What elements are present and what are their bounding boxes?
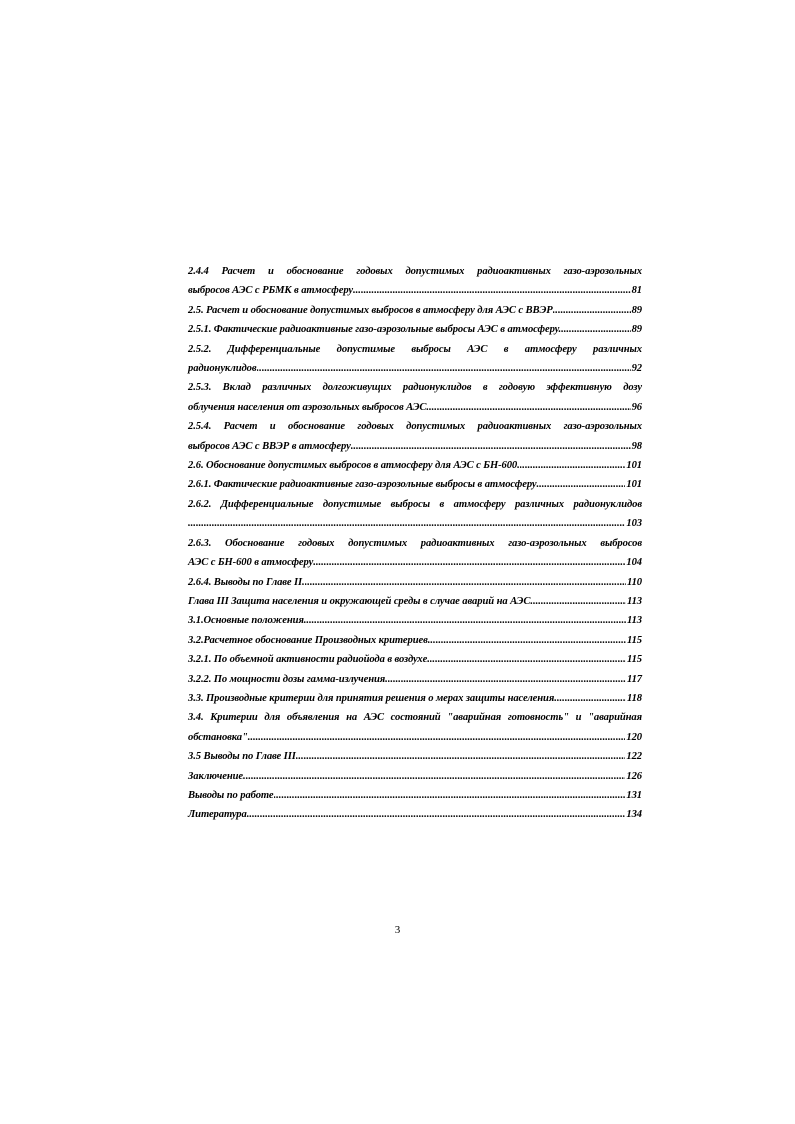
toc-entry-title-line: 2.5.4. Расчет и обоснование годовых допустимых радиоактивных газо-аэрозольных: [188, 421, 642, 433]
dot-leader: [353, 281, 631, 300]
toc-entry[interactable]: [188, 456, 642, 475]
toc-entry[interactable]: [188, 689, 642, 708]
dot-leader: [306, 611, 626, 630]
toc-entry-title: облучения населения от аэрозольных выбросов АЭС: [188, 401, 427, 413]
dot-leader: [188, 514, 625, 533]
toc-entry-page: 131: [626, 789, 642, 801]
toc-entry-title: обстановка".: [188, 731, 251, 743]
toc-entry-line: [188, 514, 642, 533]
toc-entry-title: выбросов АЭС с ВВЭР в атмосферу: [188, 440, 351, 452]
toc-entry-line: [188, 475, 642, 494]
toc-entry-title: 3.2.1. По объемной активности радиойода в воздухе.: [188, 654, 430, 666]
toc-entry-page: 134: [626, 809, 642, 821]
toc-entry-page: 118: [626, 692, 642, 704]
dot-leader: [247, 805, 626, 824]
toc-entry-page: 120: [626, 731, 642, 743]
toc-entry[interactable]: [188, 320, 642, 339]
toc-entry[interactable]: [188, 340, 642, 379]
toc-entry-line: [188, 359, 642, 378]
toc-entry-title: Заключение: [188, 770, 244, 782]
dot-leader: [536, 475, 625, 494]
toc-entry-page: 92: [631, 363, 642, 375]
toc-entry-page: 122: [626, 751, 642, 763]
toc-entry[interactable]: [188, 611, 642, 630]
dot-leader: [561, 320, 630, 339]
toc-entry[interactable]: [188, 805, 642, 824]
toc-entry-page: 98: [631, 440, 642, 452]
toc-entry[interactable]: [188, 417, 642, 456]
dot-leader: [243, 767, 625, 786]
toc-entry-page: 89: [631, 304, 642, 316]
toc-entry-line: [188, 631, 642, 650]
toc-entry-title-line: 2.5.3. Вклад различных долгоживущих радионуклидов в годовую эффективную дозу: [188, 382, 642, 394]
toc-entry-title: радионуклидов: [188, 363, 257, 375]
dot-leader: [274, 786, 626, 805]
toc-entry-page: 126: [626, 770, 642, 782]
toc-entry-page: 110: [626, 576, 642, 588]
toc-entry-page: 115: [626, 634, 642, 646]
toc-entry-line: [188, 767, 642, 786]
toc-entry-title: Выводы по работе: [188, 789, 274, 801]
toc-entry-page: 113: [626, 595, 642, 607]
toc-entry-page: 101: [626, 460, 642, 472]
toc-entry-title: выбросов АЭС с РБМК в атмосферу: [188, 285, 353, 297]
toc-entry-title: 3.3. Производные критерии для принятия решения о мерах защиты населения: [188, 692, 555, 704]
toc-entry-page: 101: [626, 479, 642, 491]
toc-entry-line: [188, 786, 642, 805]
toc-entry-title: 3.2.2. По мощности дозы гамма-излучения.: [188, 673, 388, 685]
toc-entry-page: 113: [626, 615, 642, 627]
dot-leader: [250, 728, 625, 747]
dot-leader: [313, 553, 625, 572]
toc-entry-page: 115: [626, 654, 642, 666]
toc-entry-title: 3.1.Основные положения.: [188, 615, 307, 627]
toc-entry[interactable]: [188, 650, 642, 669]
toc-entry[interactable]: [188, 670, 642, 689]
dot-leader: [296, 747, 626, 766]
toc-entry[interactable]: [188, 378, 642, 417]
dot-leader: [426, 398, 630, 417]
dot-leader: [257, 359, 631, 378]
toc-entry-title: Глава III Защита населения и окружающей среды в случае аварий на АЭС: [188, 595, 531, 607]
dot-leader: [430, 650, 626, 669]
dot-leader: [388, 670, 626, 689]
toc-entry-title-line: 3.4. Критерии для объявления на АЭС состояний "аварийная готовность" и "аварийная: [188, 712, 642, 724]
toc-entry-line: [188, 805, 642, 824]
dot-leader: [305, 573, 626, 592]
table-of-contents: [188, 262, 642, 825]
toc-entry-title-line: 2.6.3. Обоснование годовых допустимых радиоактивных газо-аэрозольных выбросов: [188, 537, 642, 549]
toc-entry-line: [188, 573, 642, 592]
page-number: 3: [394, 924, 401, 936]
dot-leader: [428, 631, 626, 650]
toc-entry-page: 117: [626, 673, 642, 685]
toc-entry-line: [188, 689, 642, 708]
toc-entry-page: 81: [631, 285, 642, 297]
toc-entry-page: 89: [631, 324, 642, 336]
toc-entry-title: АЭС с БН-600 в атмосферу: [188, 557, 314, 569]
toc-entry-line: [188, 747, 642, 766]
toc-entry-line: [188, 611, 642, 630]
dot-leader: [351, 437, 631, 456]
toc-entry[interactable]: [188, 301, 642, 320]
toc-entry[interactable]: [188, 534, 642, 573]
toc-entry-line: [188, 670, 642, 689]
toc-entry[interactable]: [188, 475, 642, 494]
toc-entry-title: 3.2.Расчетное обоснование Производных критериев: [188, 634, 428, 646]
toc-entry-line: [188, 728, 642, 747]
toc-entry[interactable]: [188, 786, 642, 805]
toc-entry-line: [188, 553, 642, 572]
toc-entry[interactable]: [188, 767, 642, 786]
toc-entry-title: 2.5.1. Фактические радиоактивные газо-аэрозольные выбросы АЭС в атмосферу.: [188, 324, 562, 336]
toc-entry-line: [188, 398, 642, 417]
toc-entry[interactable]: [188, 495, 642, 534]
toc-entry-title: Литература: [188, 809, 247, 821]
dot-leader: [553, 301, 631, 320]
toc-entry-line: [188, 650, 642, 669]
toc-entry[interactable]: [188, 262, 642, 301]
toc-entry-line: [188, 301, 642, 320]
toc-entry-title-line: 2.4.4 Расчет и обоснование годовых допустимых радиоактивных газо-аэрозольных: [188, 266, 642, 277]
toc-entry-line: [188, 592, 642, 611]
toc-entry-line: [188, 456, 642, 475]
toc-entry[interactable]: [188, 708, 642, 747]
toc-entry-page: 103: [626, 518, 642, 530]
toc-entry[interactable]: [188, 592, 642, 611]
toc-entry-title-line: 2.6.2. Дифференциальные допустимые выбросы в атмосферу различных радионуклидов: [188, 498, 642, 510]
dot-leader: [520, 456, 626, 475]
toc-entry-page: 104: [626, 557, 642, 569]
toc-entry-line: [188, 281, 642, 300]
toc-entry[interactable]: [188, 573, 642, 592]
toc-entry-title: 2.6. Обоснование допустимых выбросов в атмосферу для АЭС с БН-600.: [188, 460, 520, 472]
toc-entry-title: 3.5 Выводы по Главе III: [188, 751, 296, 763]
dot-leader: [530, 592, 626, 611]
toc-entry-title: 2.5. Расчет и обоснование допустимых выбросов в атмосферу для АЭС с ВВЭР: [188, 304, 553, 316]
toc-entry-title: 2.6.1. Фактические радиоактивные газо-аэрозольные выбросы в атмосферу: [188, 479, 537, 491]
toc-entry[interactable]: [188, 747, 642, 766]
toc-entry-page: 96: [631, 401, 642, 413]
toc-entry[interactable]: [188, 631, 642, 650]
toc-entry-line: [188, 437, 642, 456]
toc-entry-line: [188, 320, 642, 339]
dot-leader: [554, 689, 626, 708]
toc-entry-title-line: 2.5.2. Дифференциальные допустимые выбросы АЭС в атмосферу различных: [188, 343, 642, 355]
toc-entry-title: 2.6.4. Выводы по Главе II.: [188, 576, 305, 588]
